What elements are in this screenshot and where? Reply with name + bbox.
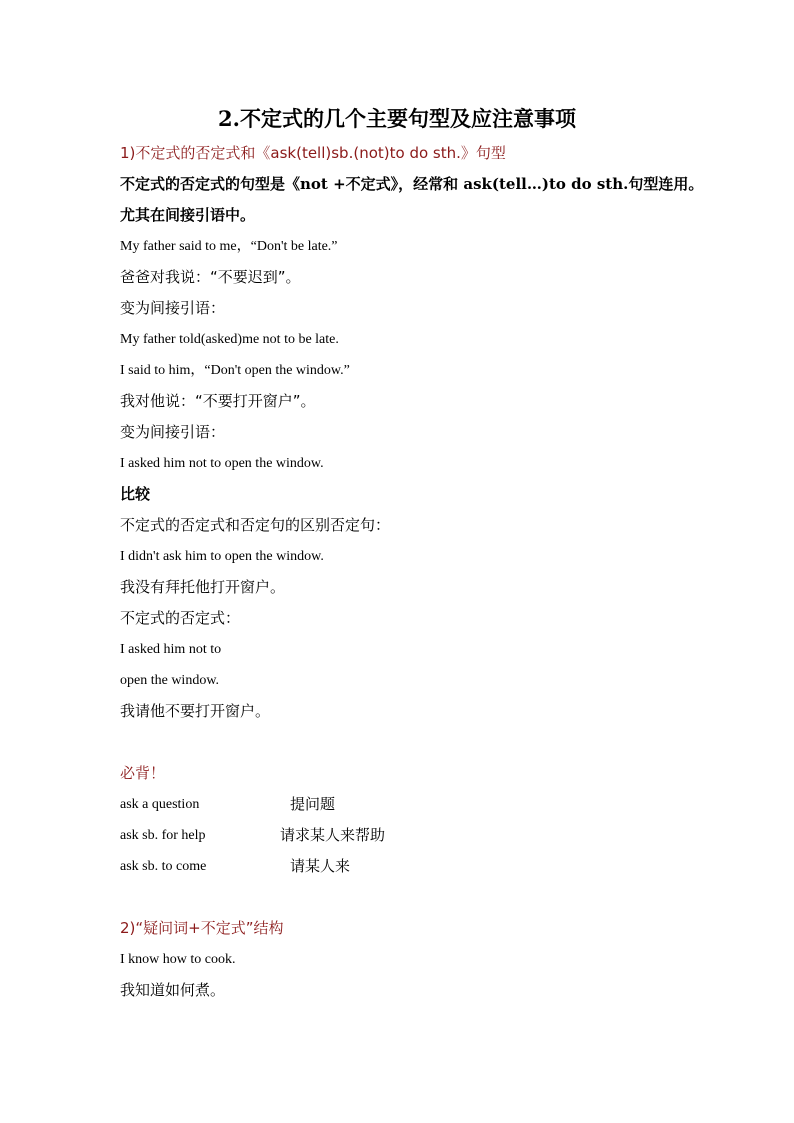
translation-line: 我对他说：“不要打开窗户”。 [120,392,316,410]
translation-line: 爸爸对我说：“不要迟到”。 [120,268,301,286]
example-line: I know how to cook. [120,952,236,967]
page-title: 2.不定式的几个主要句型及应注意事项 [218,106,576,131]
section1-heading: 1)不定式的否定式和《ask(tell)sb.(not)to do sth.》句型 [120,144,506,162]
vocab-chinese: 请求某人来帮助 [280,826,386,844]
vocab-english: ask sb. for help [120,828,206,843]
rule-text-line-2: 尤其在间接引语中。 [120,206,256,224]
translation-line: 我请他不要打开窗户。 [120,702,271,720]
example-line: My father said to me，“Don't be late.” [120,239,338,254]
translation-line: 我知道如何煮。 [120,981,226,999]
vocab-item [120,820,720,851]
must-memorize-label: 必背！ [120,764,166,782]
section2-heading: 2)“疑问词+不定式”结构 [120,919,284,937]
vocab-english: ask a question [120,797,200,812]
document-body [120,138,720,1006]
example-line: I asked him not to open the window. [120,456,324,471]
spacer [120,727,720,758]
example-line: I didn't ask him to open the window. [120,549,324,564]
spacer [120,882,720,913]
compare-description: 不定式的否定式和否定句的区别否定句： [120,516,391,534]
example-line: open the window. [120,673,220,688]
example-line: My father told(asked)me not to be late. [120,332,339,347]
vocab-item [120,851,720,882]
compare-label: 比较 [120,485,151,503]
indirect-speech-label: 变为间接引语： [120,299,226,317]
example-line: I asked him not to [120,642,222,657]
example-line: I said to him，“Don't open the window.” [120,363,350,378]
negative-infinitive-label: 不定式的否定式： [120,609,241,627]
indirect-speech-label: 变为间接引语： [120,423,226,441]
translation-line: 我没有拜托他打开窗户。 [120,578,286,596]
vocab-english: ask sb. to come [120,859,207,874]
vocab-item [120,789,720,820]
vocab-chinese: 请某人来 [290,857,351,875]
vocab-chinese: 提问题 [290,795,336,813]
rule-text-line-1: 不定式的否定式的句型是《not +不定式》，经常和 ask(tell…)to do sth.句型连用。 [120,175,704,193]
